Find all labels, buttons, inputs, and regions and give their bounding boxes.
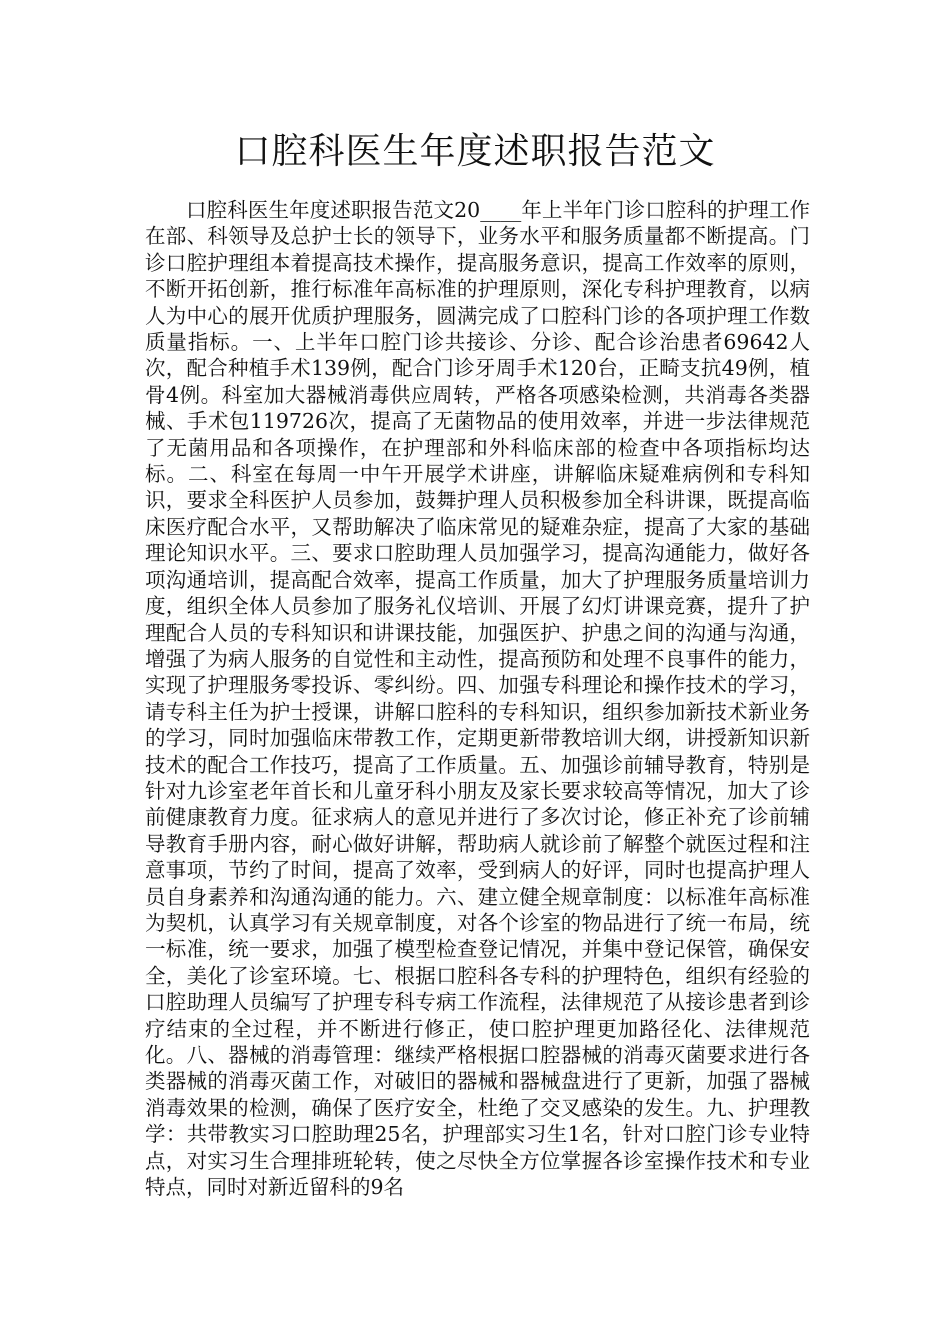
document-title: 口腔科医生年度述职报告范文 [234,131,716,172]
document-body-paragraph: 口腔科医生年度述职报告范文20____年上半年门诊口腔科的护理工作在部、科领导及总护士长的领导下，业务水平和服务质量都不断提高。门诊口腔护理组本着提高技术操作，提高服务意识，提高工作效率的原则，不断开拓创新，推行标准年高标准的护理原则，深化专科护理教育，以病人为中心的展开优质护理服务，圆满完成了口腔科门诊的各项护理工作数质量指标。一、上半年口腔门诊共接诊、分诊、配合诊治患者69642人次，配合种植手术139例，配合门诊牙周手术120台，正畸支抗49例，植骨4例。科室加大器械消毒供应周转，严格各项感染检测，共消毒各类器械、手术包119726次，提高了无菌物品的使用效率，并进一步法律规范了无菌用品和各项操作，在护理部和外科临床部的检查中各项指标均达标。二、科室在每周一中午开展学术讲座，讲解临床疑难病例和专科知识，要求全科医护人员参加，鼓舞护理人员积极参加全科讲课，既提高临床医疗配合水平，又帮助解决了临床常见的疑难杂症，提高了大家的基础理论知识水平。三、要求口腔助理人员加强学习，提高沟通能力，做好各项沟通培训，提高配合效率，提高工作质量，加大了护理服务质量培训力度，组织全体人员参加了服务礼仪培训、开展了幻灯讲课竞赛，提升了护理配合人员的专科知识和讲课技能，加强医护、护患之间的沟通与沟通，增强了为病人服务的自觉性和主动性，提高预防和处理不良事件的能力，实现了护理服务零投诉、零纠纷。四、加强专科理论和操作技术的学习，请专科主任为护士授课，讲解口腔科的专科知识，组织参加新技术新业务的学习，同时加强临床带教工作，定期更新带教培训大纲，讲授新知识新技术的配合工作技巧，提高了工作质量。五、加强诊前辅导教育，特别是针对九诊室老年首长和儿童牙科小朋友及家长要求较高等情况，加大了诊前健康教育力度。征求病人的意见并进行了多次讨论，修正补充了诊前辅导教育手册内容，耐心做好讲解，帮助病人就诊前了解整个就医过程和注意事项，节约了时间，提高了效率，受到病人的好评，同时也提高护理人员自身素养和沟通沟通的能力。六、建立健全规章制度：以标准年高标准为契机，认真学习有关规章制度，对各个诊室的物品进行了统一布局，统一标准，统一要求，加强了模型检查登记情况，并集中登记保管，确保安全，美化了诊室环境。七、根据口腔科各专科的护理特色，组织有经验的口腔助理人员编写了护理专科专病工作流程，法律规范了从接诊患者到诊疗结束的全过程，并不断进行修正，使口腔护理更加路径化、法律规范化。八、器械的消毒管理：继续严格根据口腔器械的消毒灭菌要求进行各类器械的消毒灭菌工作，对破旧的器械和器械盘进行了更新，加强了器械消毒效果的检测，确保了医疗安全，杜绝了交叉感染的发生。九、护理教学：共带教实习口腔助理25名，护理部实习生1名，针对口腔门诊专业特点，对实习生合理排班轮转，使之尽快全方位掌握各诊室操作技术和专业特点，同时对新近留科的9名 [145,198,810,1200]
